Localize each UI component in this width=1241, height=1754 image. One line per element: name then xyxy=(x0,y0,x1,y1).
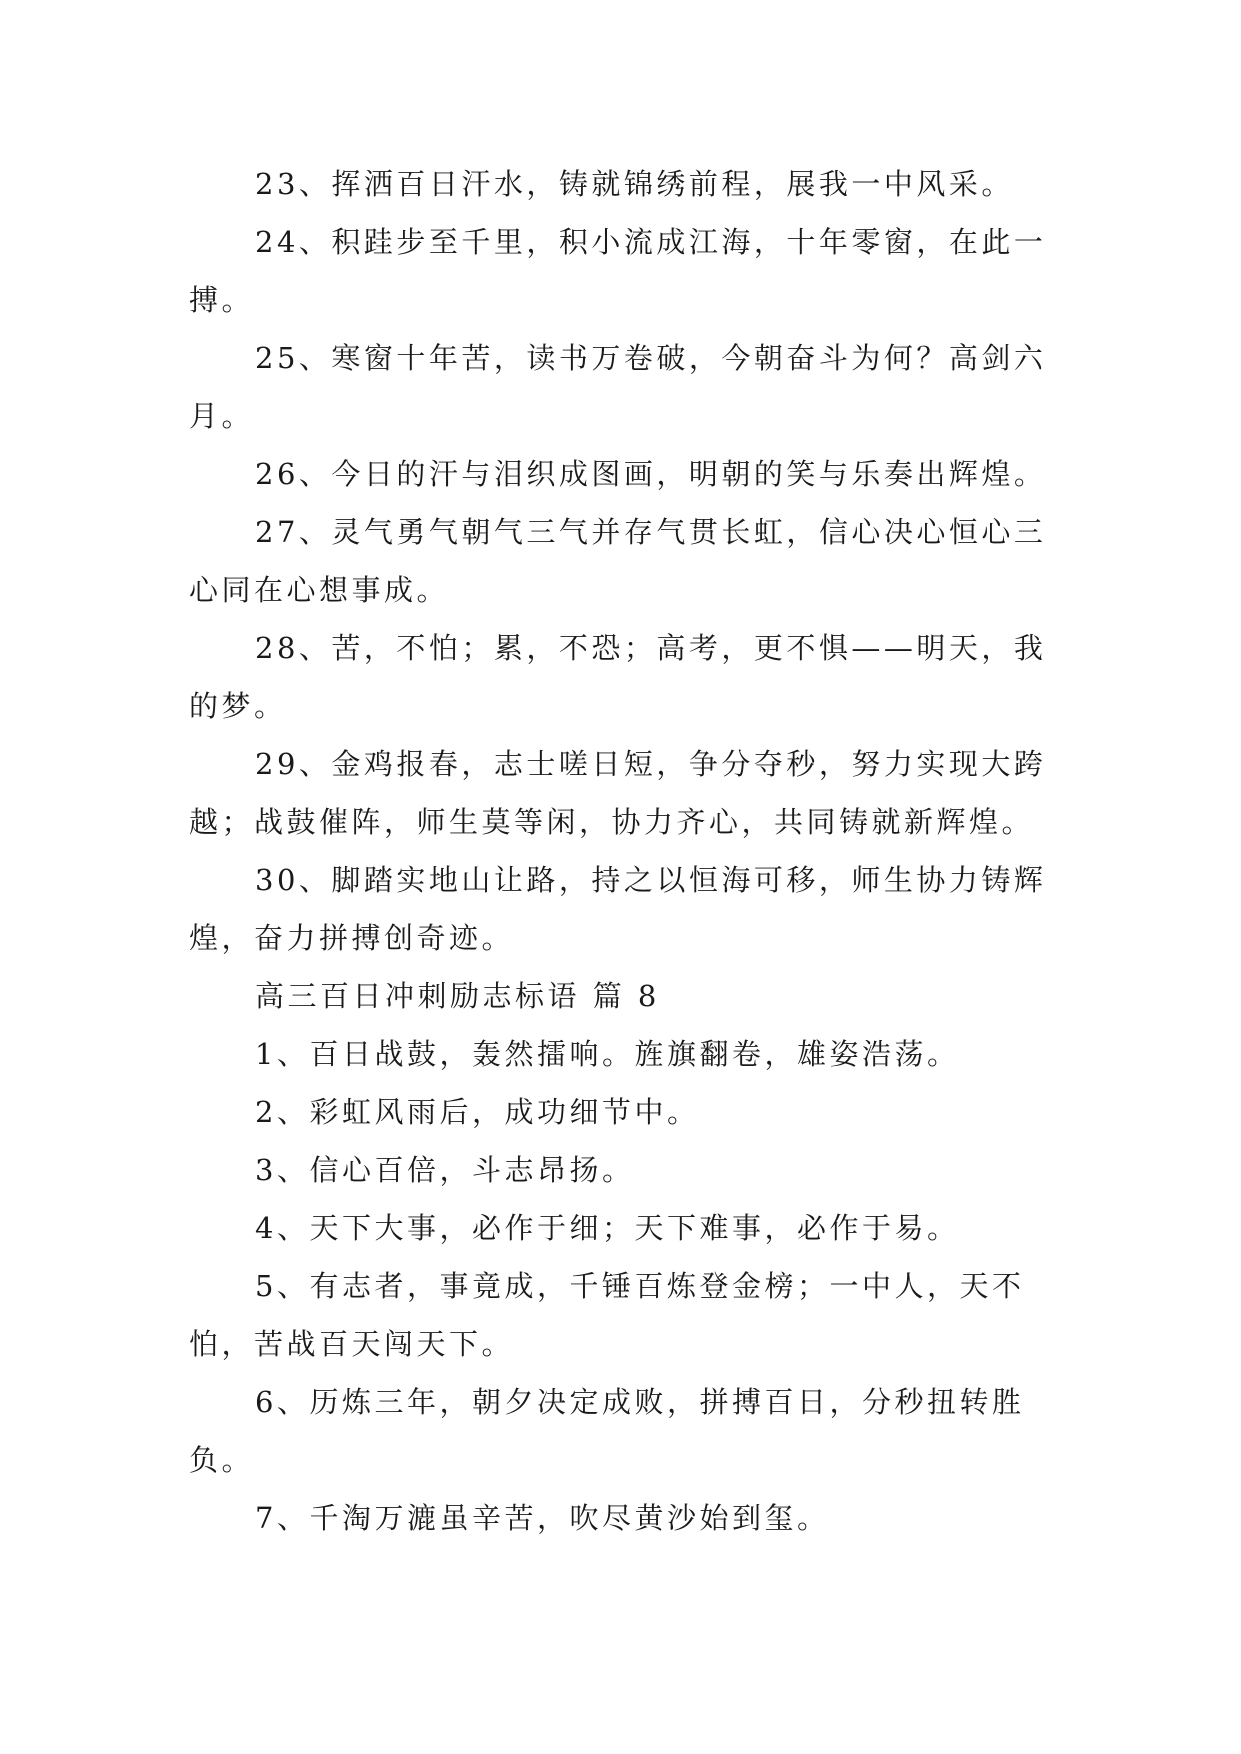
slogan-26: 26、今日的汗与泪织成图画，明朝的笑与乐奏出辉煌。 xyxy=(255,457,1047,491)
slogan-29: 29、金鸡报春，志士嗟日短，争分夺秒，努力实现大跨越；战鼓催阵，师生莫等闲，协力齐心，共同铸就新辉煌。 xyxy=(189,747,1047,839)
slogan-25: 25、寒窗十年苦，读书万卷破，今朝奋斗为何？高剑六月。 xyxy=(189,341,1047,433)
slogan-1: 1、百日战鼓，轰然擂响。旌旗翻卷，雄姿浩荡。 xyxy=(255,1037,960,1071)
document-body xyxy=(189,155,1051,1547)
section-heading: 高三百日冲刺励志标语 篇 8 xyxy=(255,979,660,1013)
slogan-2: 2、彩虹风雨后，成功细节中。 xyxy=(255,1095,700,1129)
slogan-6: 6、历炼三年，朝夕决定成败，拼搏百日，分秒扭转胜负。 xyxy=(189,1385,1025,1477)
slogan-24: 24、积跬步至千里，积小流成江海，十年零窗，在此一搏。 xyxy=(189,225,1047,317)
slogan-27: 27、灵气勇气朝气三气并存气贯长虹，信心决心恒心三心同在心想事成。 xyxy=(189,515,1047,607)
slogan-28: 28、苦，不怕；累，不恐；高考，更不惧——明天，我的梦。 xyxy=(189,631,1047,723)
slogan-3: 3、信心百倍，斗志昂扬。 xyxy=(255,1153,635,1187)
slogan-4: 4、天下大事，必作于细；天下难事，必作于易。 xyxy=(255,1211,960,1245)
slogan-30: 30、脚踏实地山让路，持之以恒海可移，师生协力铸辉煌，奋力拼搏创奇迹。 xyxy=(189,863,1047,955)
slogan-5: 5、有志者，事竟成，千锤百炼登金榜；一中人，天不怕，苦战百天闯天下。 xyxy=(189,1269,1025,1361)
slogan-23: 23、挥洒百日汗水，铸就锦绣前程，展我一中风采。 xyxy=(255,167,1014,201)
slogan-7: 7、千淘万漉虽辛苦，吹尽黄沙始到玺。 xyxy=(255,1501,830,1535)
